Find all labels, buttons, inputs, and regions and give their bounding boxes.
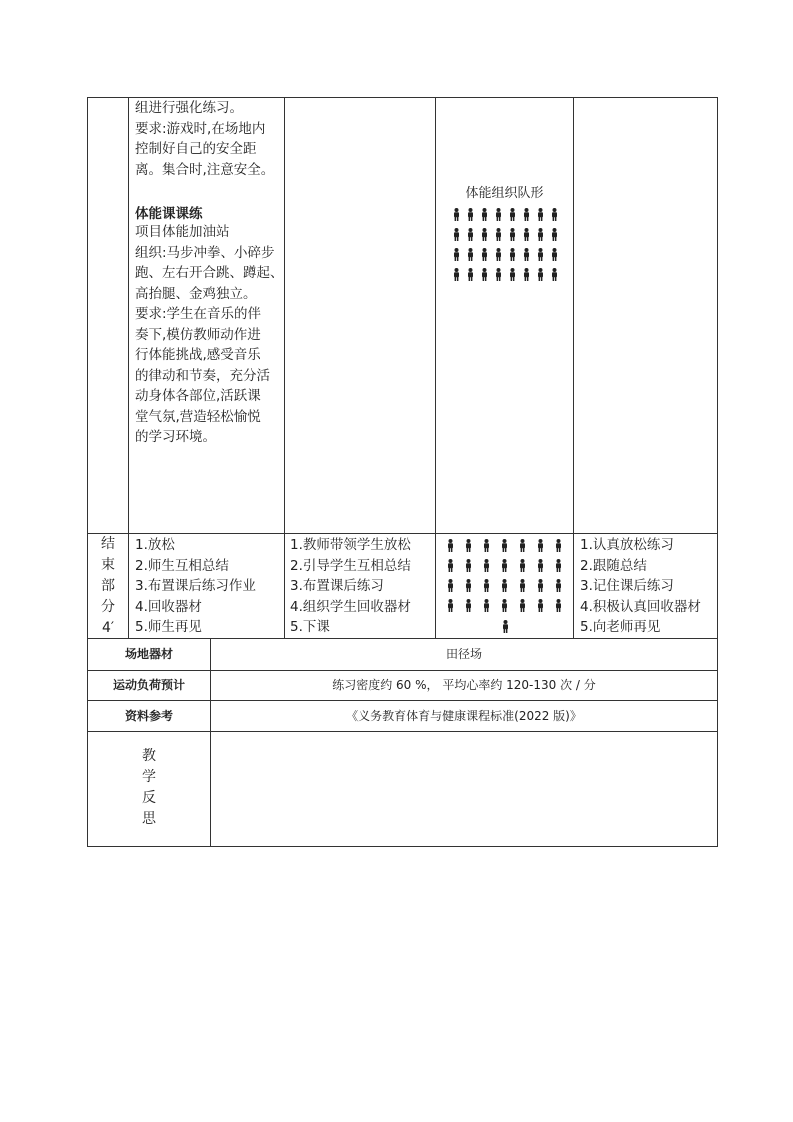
student-icon <box>494 228 503 241</box>
student-icon <box>452 228 461 241</box>
fitness-line: 要求:学生在音乐的伴 <box>135 306 262 322</box>
student-icon <box>480 248 489 261</box>
student-icon <box>536 599 545 612</box>
formation-row <box>452 264 559 284</box>
student-icon <box>452 268 461 281</box>
venue-label: 场地器材 <box>124 647 173 661</box>
student-icon <box>466 208 475 221</box>
reflection-label-cell <box>87 731 211 847</box>
content-line: 组进行强化练习。 <box>135 100 243 116</box>
upper-student-cell <box>573 97 718 534</box>
formation-row <box>452 224 559 244</box>
fitness-line: 堂气氛,营造轻松愉悦 <box>135 408 261 425</box>
fitness-line: 组织:马步冲拳、小碎步 <box>135 244 275 261</box>
student-icon <box>554 579 563 592</box>
label-char: 束 <box>101 557 115 573</box>
student-icon <box>494 208 503 221</box>
ending-teacher-item: 4.组织学生回收器材 <box>290 598 411 615</box>
venue-value-cell <box>210 638 718 671</box>
upper-label-cell <box>87 97 129 534</box>
student-icon <box>482 599 491 612</box>
student-icon <box>536 579 545 592</box>
student-icon <box>446 579 455 592</box>
student-icon <box>554 559 563 572</box>
upper-formation-cell <box>435 97 574 534</box>
reflection-char: 思 <box>142 811 156 827</box>
fitness-heading: 体能课课练 <box>135 206 203 222</box>
formation-row <box>452 244 559 264</box>
student-icon <box>536 248 545 261</box>
student-icon <box>452 208 461 221</box>
ending-student-item: 1.认真放松练习 <box>580 537 674 553</box>
student-icon <box>554 539 563 552</box>
student-icon <box>466 248 475 261</box>
ending-content-item: 1.放松 <box>135 537 175 553</box>
ending-formation-grid <box>446 535 563 615</box>
content-lines <box>135 98 274 180</box>
label-char: 部 <box>101 578 115 594</box>
content-line: 控制好自己的安全距 <box>135 141 257 157</box>
fitness-line: 高抬腿、金鸡独立。 <box>135 285 257 302</box>
student-icon <box>518 559 527 572</box>
fitness-lines <box>135 222 284 448</box>
student-icon <box>550 208 559 221</box>
reference-label-cell <box>87 700 211 732</box>
reference-label: 资料参考 <box>124 709 173 723</box>
student-icon <box>464 559 473 572</box>
student-icon <box>452 248 461 261</box>
fitness-line: 动身体各部位,活跃课 <box>135 388 261 404</box>
venue-label-cell <box>87 638 211 671</box>
reflection-value-cell <box>210 731 718 847</box>
ending-student-list <box>580 535 701 638</box>
ending-student-item: 3.记住课后练习 <box>580 578 674 594</box>
student-icon <box>500 599 509 612</box>
ending-formation-cell <box>435 533 574 639</box>
label-char: 结 <box>101 536 115 552</box>
ending-content-item: 5.师生再见 <box>135 619 202 635</box>
student-icon <box>536 228 545 241</box>
ending-content-item: 4.回收器材 <box>135 598 202 615</box>
fitness-line: 行体能挑战,感受音乐 <box>135 347 261 363</box>
student-icon <box>466 228 475 241</box>
content-line: 要求:游戏时,在场地内 <box>135 120 266 137</box>
content-line: 离。集合时,注意安全。 <box>135 161 275 178</box>
student-icon <box>482 579 491 592</box>
ending-teacher-item: 3.布置课后练习 <box>290 578 384 594</box>
ending-label <box>88 534 128 639</box>
student-icon <box>446 539 455 552</box>
student-icon <box>550 268 559 281</box>
reflection-char: 反 <box>142 790 156 806</box>
reflection-char: 学 <box>142 769 156 785</box>
fitness-line: 奏下,模仿教师动作进 <box>135 326 261 343</box>
student-icon <box>446 559 455 572</box>
student-icon <box>518 539 527 552</box>
student-icon <box>554 599 563 612</box>
student-icon <box>536 539 545 552</box>
fitness-line: 的律动和节奏，充分活 <box>135 367 270 384</box>
student-icon <box>550 228 559 241</box>
ending-teacher-list <box>290 535 411 638</box>
student-icon <box>500 559 509 572</box>
student-icon <box>508 208 517 221</box>
student-icon <box>464 599 473 612</box>
student-icon <box>508 228 517 241</box>
fitness-line: 跑、左右开合跳、蹲起、 <box>135 265 284 281</box>
ending-content-list <box>135 535 256 638</box>
load-value-cell <box>210 670 718 701</box>
label-char: 4′ <box>101 620 115 636</box>
student-icon <box>464 579 473 592</box>
formation-row <box>446 535 563 555</box>
student-icon <box>518 579 527 592</box>
student-icon <box>500 579 509 592</box>
student-icon <box>482 559 491 572</box>
ending-student-item: 5.向老师再见 <box>580 619 661 635</box>
fitness-line: 的学习环境。 <box>135 429 216 445</box>
student-icon <box>522 248 531 261</box>
student-icon <box>508 248 517 261</box>
student-icon <box>536 208 545 221</box>
upper-teacher-cell <box>284 97 436 534</box>
student-icon <box>494 248 503 261</box>
load-label-cell <box>87 670 211 701</box>
reference-value: 《义务教育体育与健康课程标准(2022 版)》 <box>346 709 582 723</box>
student-icon <box>522 228 531 241</box>
ending-content-cell <box>128 533 285 639</box>
formation-row <box>446 595 563 615</box>
venue-value: 田径场 <box>445 647 482 661</box>
ending-teacher-item: 2.引导学生互相总结 <box>290 557 411 574</box>
student-icon <box>522 208 531 221</box>
formation-row <box>446 575 563 595</box>
student-icon <box>494 268 503 281</box>
student-icon <box>482 539 491 552</box>
ending-student-cell <box>573 533 718 639</box>
ending-teacher-item: 5.下课 <box>290 619 330 635</box>
student-icon <box>536 268 545 281</box>
upper-formation-grid <box>452 204 559 284</box>
reflection-char: 教 <box>142 748 156 764</box>
student-icon <box>500 539 509 552</box>
teacher-icon <box>501 620 510 633</box>
load-label: 运动负荷预计 <box>112 678 185 692</box>
formation-title: 体能组织队形 <box>465 186 544 201</box>
student-icon <box>466 268 475 281</box>
student-icon <box>480 268 489 281</box>
fitness-line: 项目体能加油站 <box>135 224 230 240</box>
ending-teacher-item: 1.教师带领学生放松 <box>290 537 411 553</box>
student-icon <box>536 559 545 572</box>
upper-content-cell <box>128 97 285 534</box>
student-icon <box>480 208 489 221</box>
ending-student-item: 2.跟随总结 <box>580 557 647 574</box>
student-icon <box>464 539 473 552</box>
ending-label-cell <box>87 533 129 639</box>
ending-teacher-cell <box>284 533 436 639</box>
reflection-label <box>88 746 210 830</box>
reference-value-cell <box>210 700 718 732</box>
ending-content-item: 3.布置课后练习作业 <box>135 578 256 594</box>
ending-content-item: 2.师生互相总结 <box>135 557 229 574</box>
formation-row <box>446 555 563 575</box>
student-icon <box>550 248 559 261</box>
student-icon <box>508 268 517 281</box>
student-icon <box>446 599 455 612</box>
formation-row <box>452 204 559 224</box>
load-value: 练习密度约 60 %， 平均心率约 120-130 次 / 分 <box>332 678 596 692</box>
student-icon <box>522 268 531 281</box>
ending-student-item: 4.积极认真回收器材 <box>580 598 701 615</box>
student-icon <box>480 228 489 241</box>
label-char: 分 <box>101 599 115 615</box>
student-icon <box>518 599 527 612</box>
